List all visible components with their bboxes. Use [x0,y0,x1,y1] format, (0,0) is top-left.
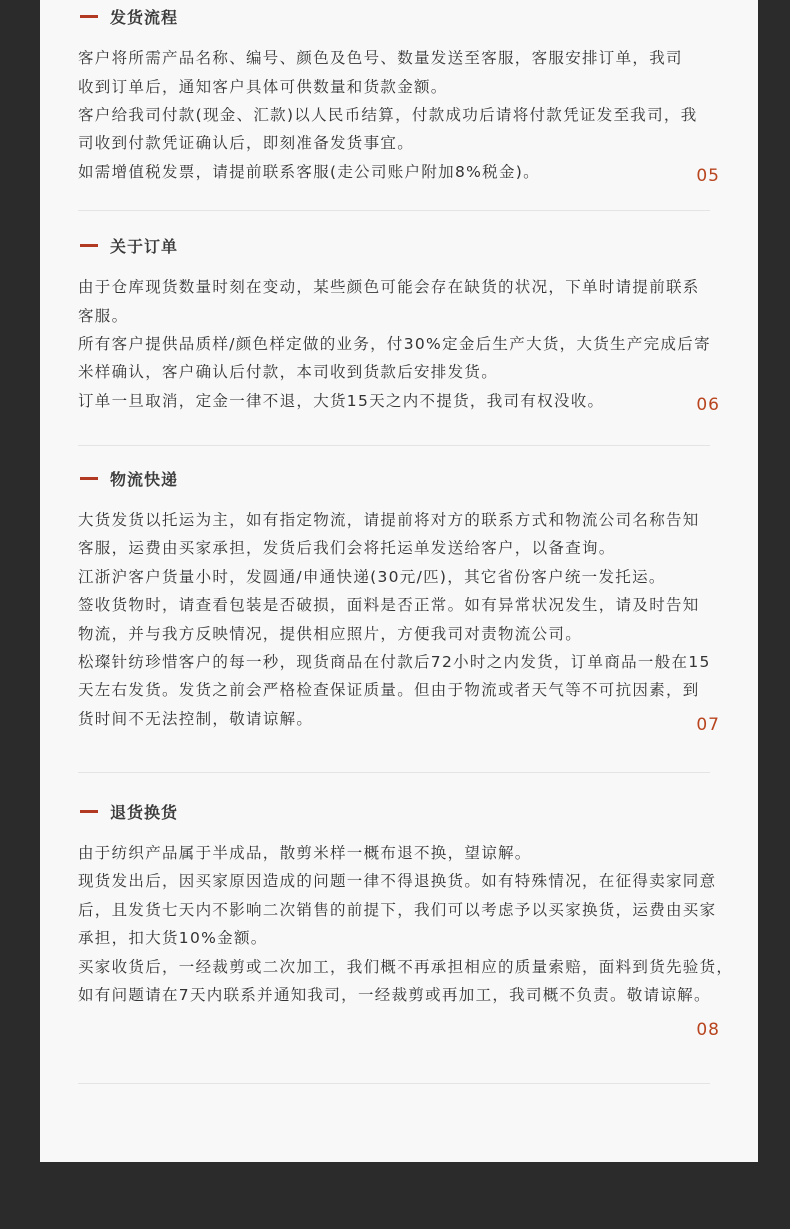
paragraph-line: 现货发出后，因买家原因造成的问题一律不得退换货。如有特殊情况，在征得卖家同意 [78,872,717,890]
paragraph-line: 买家收货后，一经裁剪或二次加工，我们概不再承担相应的质量索赔，面料到货先验货， [78,958,734,976]
section-number: 06 [696,395,720,415]
section-header [78,4,178,28]
section-title: 发货流程 [110,7,179,27]
dash-icon [80,477,98,480]
section-header [78,233,178,257]
paragraph-line: 货时间不无法控制，敬请谅解。 [78,710,314,728]
paragraph-line: 客服。 [78,307,129,325]
paragraph-line: 由于仓库现货数量时刻在变动，某些颜色可能会存在缺货的状况，下单时请提前联系 [78,278,700,296]
paragraph-line: 收到订单后，通知客户具体可供数量和货款金额。 [78,78,448,96]
paragraph-line: 订单一旦取消，定金一律不退，大货15天之内不提货，我司有权没收。 [78,392,605,410]
paragraph-line: 如需增值税发票，请提前联系客服(走公司账户附加8%税金)。 [78,163,540,181]
paragraph-line: 客户给我司付款(现金、汇款)以人民币结算，付款成功后请将付款凭证发至我司，我 [78,106,698,124]
paragraph-line: 后，且发货七天内不影响二次销售的前提下，我们可以考虑予以买家换货，运费由买家 [78,901,717,919]
section-number: 07 [696,715,720,735]
section-header [78,466,178,490]
dash-icon [80,244,98,247]
section-number: 05 [696,166,720,186]
dash-icon [80,15,98,18]
content-card [40,0,758,1162]
paragraph-line: 所有客户提供品质样/颜色样定做的业务，付30%定金后生产大货，大货生产完成后寄 [78,335,711,353]
section-title: 关于订单 [110,236,179,256]
paragraph-line: 由于纺织产品属于半成品，散剪米样一概布退不换，望谅解。 [78,844,532,862]
section-title: 退货换货 [110,802,179,822]
paragraph-line: 大货发货以托运为主，如有指定物流，请提前将对方的联系方式和物流公司名称告知 [78,511,700,529]
paragraph-line: 如有问题请在7天内联系并通知我司，一经裁剪或再加工，我司概不负责。敬请谅解。 [78,986,711,1004]
paragraph-line: 客服，运费由买家承担，发货后我们会将托运单发送给客户，以备查询。 [78,539,616,557]
paragraph-line: 物流，并与我方反映情况，提供相应照片，方便我司对责物流公司。 [78,625,583,643]
paragraph-line: 江浙沪客户货量小时，发圆通/申通快递(30元/匹)，其它省份客户统一发托运。 [78,568,666,586]
dash-icon [80,810,98,813]
section-divider [78,210,710,211]
section-header [78,799,178,823]
section-divider [78,772,710,773]
paragraph-line: 米样确认，客户确认后付款，本司收到货款后安排发货。 [78,363,499,381]
paragraph-line: 客户将所需产品名称、编号、颜色及色号、数量发送至客服，客服安排订单，我司 [78,49,683,67]
section-title: 物流快递 [110,469,179,489]
paragraph-line: 签收货物时，请查看包装是否破损，面料是否正常。如有异常状况发生，请及时告知 [78,596,700,614]
paragraph-line: 松璨针纺珍惜客户的每一秒，现货商品在付款后72小时之内发货，订单商品一般在15 [78,653,711,671]
paragraph-line: 承担，扣大货10%金额。 [78,929,268,947]
section-divider [78,1083,710,1084]
paragraph-line: 天左右发货。发货之前会严格检查保证质量。但由于物流或者天气等不可抗因素，到 [78,681,700,699]
section-number: 08 [696,1020,720,1040]
section-divider [78,445,710,446]
paragraph-line: 司收到付款凭证确认后，即刻准备发货事宜。 [78,134,415,152]
